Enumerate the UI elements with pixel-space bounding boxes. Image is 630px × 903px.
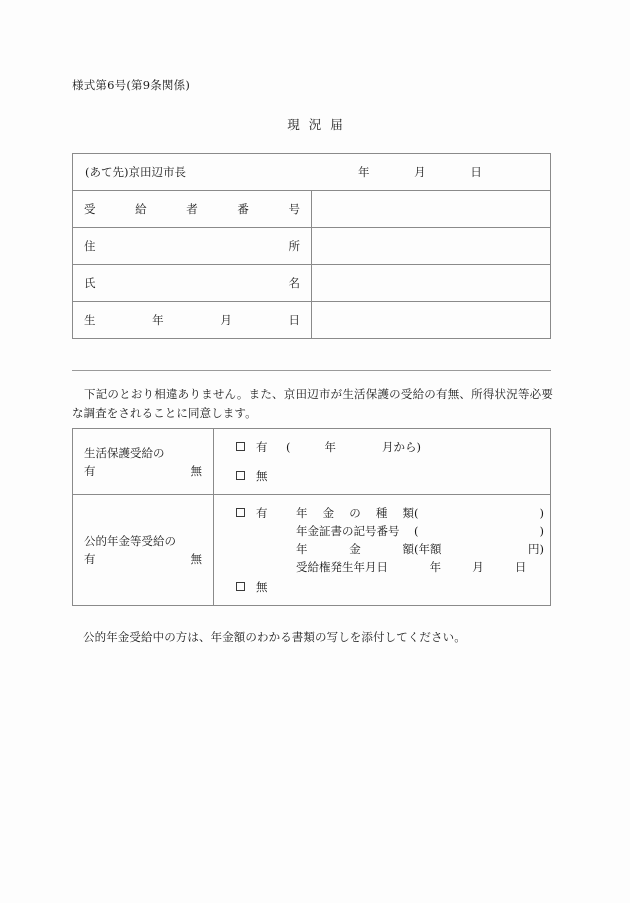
- birthdate-field[interactable]: [312, 302, 551, 339]
- welfare-year-label: 年: [324, 440, 336, 454]
- label-char: 号: [288, 202, 300, 216]
- label-char: 有: [84, 552, 96, 566]
- checkbox-icon[interactable]: [236, 582, 245, 591]
- welfare-no-label: 無: [256, 469, 268, 483]
- welfare-options: [214, 429, 551, 495]
- checkbox-icon[interactable]: [236, 471, 245, 480]
- label-char: 者: [186, 202, 198, 216]
- welfare-paren-open: (: [286, 440, 291, 454]
- pension-amount-paren-open: (年額: [414, 542, 442, 556]
- label-char: 年: [296, 506, 308, 520]
- pension-amount-blank[interactable]: [442, 540, 529, 558]
- pension-entitlement-year: 年: [429, 560, 442, 574]
- label-char: 金: [322, 506, 335, 520]
- label-char: 無: [190, 463, 202, 478]
- pension-label: [73, 495, 214, 606]
- label-char: 有: [84, 463, 96, 478]
- label-char: 金: [349, 542, 361, 556]
- section-divider: [72, 370, 551, 371]
- date-blank-group: [358, 164, 522, 180]
- pension-entitlement-date-blanks[interactable]: [414, 558, 550, 576]
- pension-certificate-paren-close: ): [539, 524, 544, 538]
- pension-detail-amount: [296, 540, 550, 558]
- pension-label-line1: 公的年金等受給の: [84, 534, 176, 548]
- addressee-cell: [73, 154, 551, 191]
- label-char: 類: [402, 506, 414, 520]
- table-row-recipient-number: [73, 191, 551, 228]
- pension-entitlement-day: 日: [514, 560, 527, 574]
- welfare-yes-label: 有: [256, 440, 268, 454]
- birthdate-label-text: [84, 312, 300, 328]
- date-day-label: 日: [470, 165, 483, 179]
- table-row-address: [73, 228, 551, 265]
- footnote-text: 公的年金受給中の方は、年金額のわかる書類の写しを添付してください。: [83, 630, 466, 644]
- pension-yes-label: 有: [256, 506, 268, 520]
- pension-certificate-paren-open: (: [414, 524, 419, 538]
- label-char: 生: [84, 313, 96, 327]
- pension-type-paren-open: (: [414, 506, 419, 520]
- checkbox-icon[interactable]: [236, 442, 245, 451]
- table-row-name: [73, 265, 551, 302]
- pension-yes-head[interactable]: [236, 504, 286, 522]
- table-row-pension: [73, 495, 551, 606]
- address-label: [73, 228, 312, 265]
- welfare-label-line1: 生活保護受給の: [84, 445, 165, 460]
- status-table: [72, 428, 551, 606]
- pension-type-paren-close: ): [539, 506, 544, 520]
- pension-certificate-blank[interactable]: [419, 522, 540, 540]
- label-char: 受: [84, 202, 96, 216]
- label-char: 無: [190, 552, 202, 566]
- name-label: [73, 265, 312, 302]
- pension-amount-paren-close: 円): [528, 542, 544, 556]
- pension-detail-lines: [286, 504, 550, 576]
- pension-option-no[interactable]: [236, 576, 550, 596]
- pension-no-label: 無: [256, 580, 268, 594]
- label-char: 年: [296, 542, 308, 556]
- label-char: 年: [152, 313, 164, 327]
- pension-detail-certificate: [296, 522, 550, 540]
- welfare-label: [73, 429, 214, 495]
- pension-detail-entitlement-date: [296, 558, 550, 576]
- welfare-option-no[interactable]: [236, 467, 550, 485]
- label-char: 種: [375, 506, 388, 520]
- name-field[interactable]: [312, 265, 551, 302]
- name-label-text: [84, 275, 300, 291]
- label-char: 住: [84, 239, 96, 253]
- table-row-addressee: [73, 154, 551, 191]
- document-title: 現況届: [287, 117, 352, 132]
- pension-detail-type: [296, 504, 550, 522]
- label-char: 給: [135, 202, 147, 216]
- table-row-welfare: [73, 429, 551, 495]
- pension-type-blank[interactable]: [419, 504, 540, 522]
- consent-paragraph: 下記のとおり相違ありません。また、京田辺市が生活保護の受給の有無、所得状況等必要な調査をされることに同意します。: [72, 387, 553, 420]
- date-year-label: 年: [358, 165, 370, 179]
- pension-amount-name: [296, 540, 414, 558]
- pension-certificate-name: 年金証書の記号番号: [296, 524, 400, 538]
- checkbox-icon[interactable]: [236, 508, 245, 517]
- form-code-label: 様式第6号(第9条関係): [72, 78, 191, 92]
- table-row-birthdate: [73, 302, 551, 339]
- label-char: 月: [220, 313, 232, 327]
- recipient-number-label-text: [84, 201, 300, 217]
- label-char: 氏: [84, 276, 96, 290]
- pension-type-name: [296, 504, 414, 522]
- label-char: 所: [288, 239, 300, 253]
- label-char: 番: [237, 202, 249, 216]
- welfare-label-line2: [84, 462, 202, 480]
- recipient-number-field[interactable]: [312, 191, 551, 228]
- welfare-option-yes[interactable]: [236, 438, 550, 467]
- pension-entitlement-name: 受給権発生年月日: [296, 560, 388, 574]
- label-char: の: [349, 506, 361, 520]
- recipient-number-label: [73, 191, 312, 228]
- pension-entitlement-month: 月: [472, 560, 484, 574]
- applicant-table: [72, 153, 551, 339]
- address-field[interactable]: [312, 228, 551, 265]
- pension-option-yes[interactable]: [236, 504, 550, 576]
- label-char: 名: [288, 276, 300, 290]
- label-char: 額: [402, 542, 414, 556]
- date-month-label: 月: [414, 165, 427, 179]
- address-label-text: [84, 238, 300, 254]
- pension-label-line2: [84, 550, 202, 568]
- pension-options: [214, 495, 551, 606]
- birthdate-label: [73, 302, 312, 339]
- label-char: 日: [288, 313, 300, 327]
- addressee-text: (あて先)京田辺市長: [85, 165, 186, 179]
- welfare-month-label: 月から): [382, 440, 421, 454]
